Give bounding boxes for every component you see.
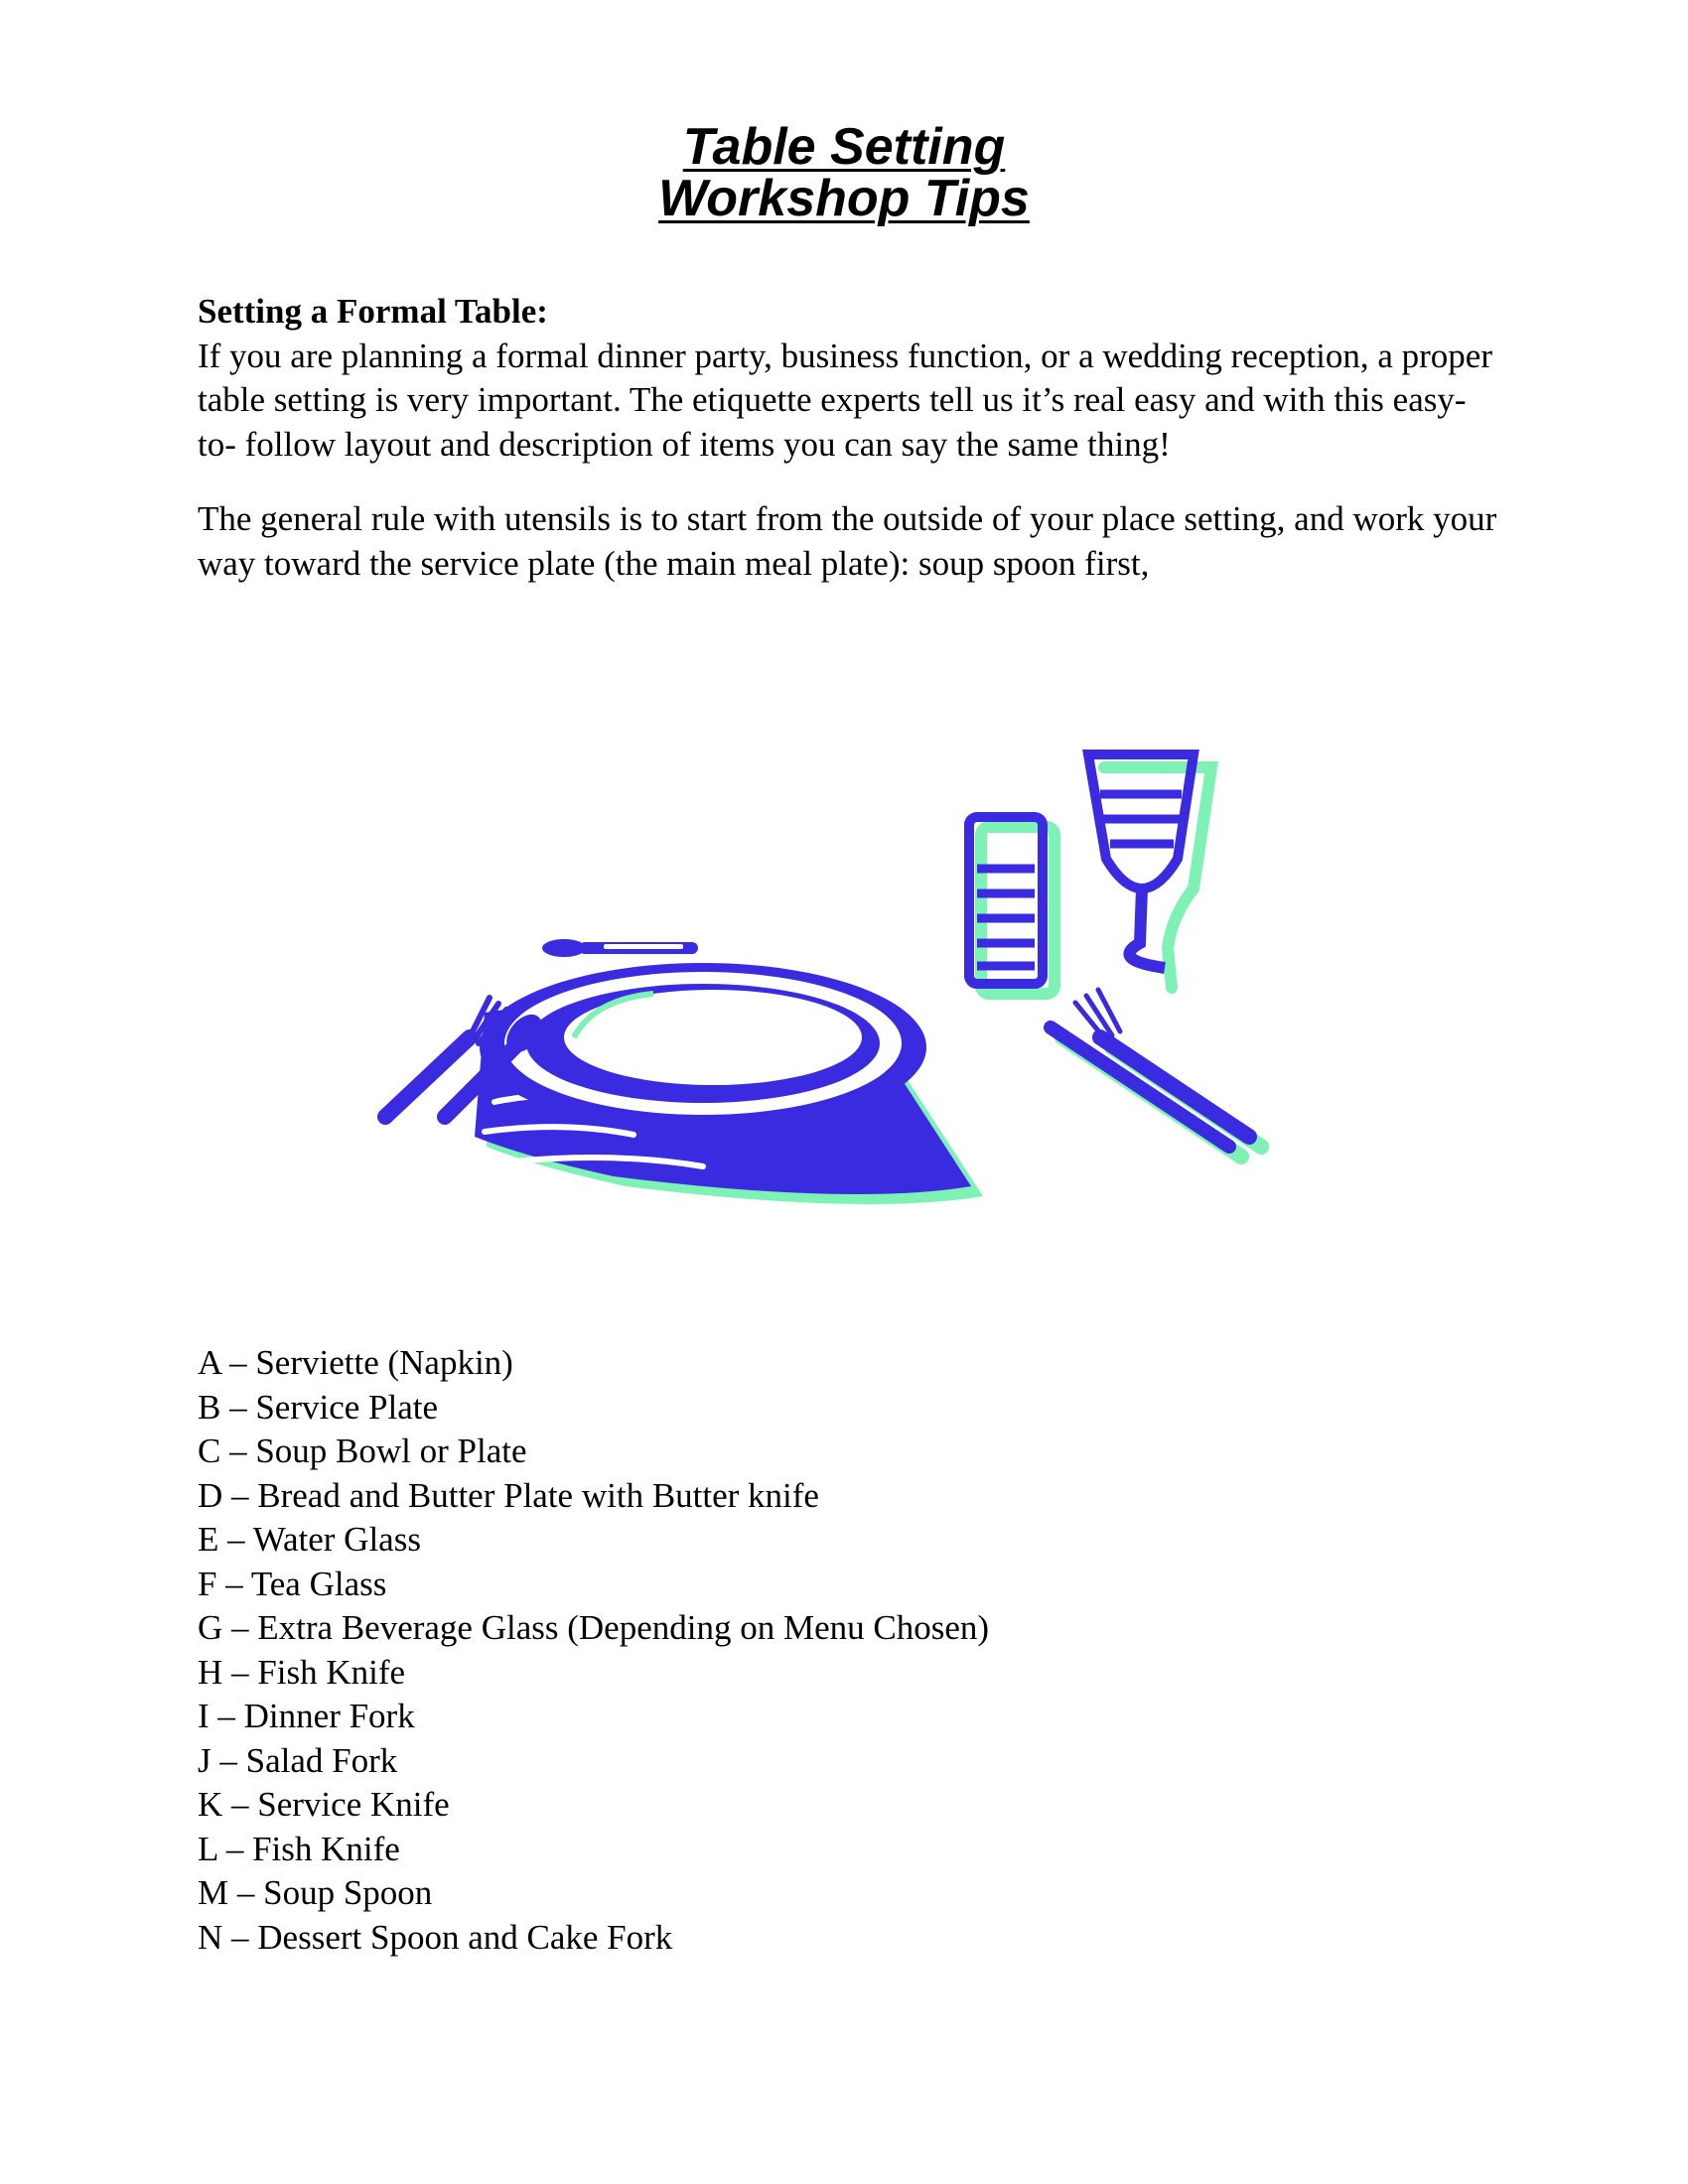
legend-item: K – Service Knife (198, 1785, 450, 1824)
legend-item: A – Serviette (Napkin) (198, 1343, 513, 1382)
legend-item: F – Tea Glass (198, 1564, 387, 1603)
legend-item: H – Fish Knife (198, 1652, 406, 1692)
legend-item: J – Salad Fork (198, 1740, 398, 1780)
title-line-2: Workshop Tips (658, 170, 1030, 227)
title-line-1: Table Setting (682, 118, 1006, 176)
legend-item: E – Water Glass (198, 1520, 421, 1559)
legend-item: I – Dinner Fork (198, 1697, 415, 1735)
legend-item: D – Bread and Butter Plate with Butter knife (198, 1475, 819, 1515)
legend-item: C – Soup Bowl or Plate (198, 1432, 527, 1470)
legend-item: M – Soup Spoon (198, 1873, 433, 1912)
legend-item: G – Extra Beverage Glass (Depending on Menu Chosen) (198, 1608, 990, 1647)
table-setting-illustration (375, 740, 1269, 1236)
intro-section (198, 290, 1498, 586)
legend-item: B – Service Plate (198, 1387, 439, 1427)
section-heading: Setting a Formal Table: (198, 292, 548, 331)
table-setting-clipart-icon (375, 740, 1269, 1236)
legend-item: L – Fish Knife (198, 1829, 400, 1868)
legend-list (198, 1341, 989, 1960)
page-title (0, 118, 1688, 227)
legend-item: N – Dessert Spoon and Cake Fork (198, 1917, 673, 1957)
utensil-rule-paragraph: The general rule with utensils is to start from the outside of your place setting, and work your way toward the service plate (the main meal plate): soup spoon first, (198, 499, 1497, 583)
intro-paragraph: If you are planning a formal dinner party, business function, or a wedding reception, a proper table setting is very important. The etiquette experts tell us it’s real easy and with this easy-to- follow layout and description of items you can say the same thing! (198, 336, 1492, 464)
